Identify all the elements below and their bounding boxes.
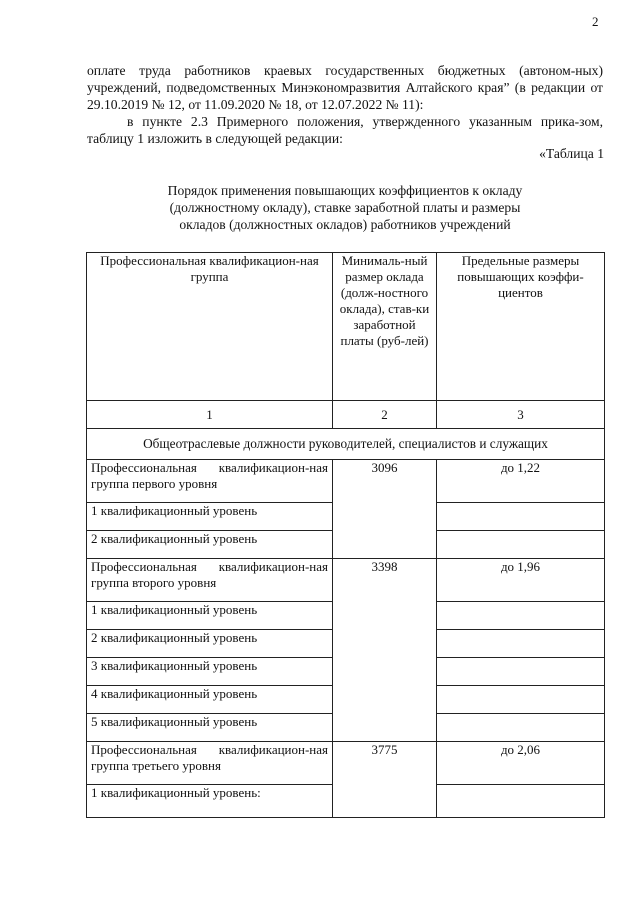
- table-title: [87, 182, 603, 233]
- group-3-salary: 3775: [333, 742, 437, 818]
- empty-cell: [437, 658, 605, 686]
- group-2-salary: 3398: [333, 559, 437, 742]
- header-coefficients: Предельные размеры повышающих коэффи-циентов: [437, 253, 605, 401]
- empty-cell: [437, 503, 605, 531]
- table-title-line-3: окладов (должностных окладов) работников учреждений: [179, 217, 511, 232]
- empty-cell: [437, 630, 605, 658]
- group-3-level-1: 1 квалификационный уровень:: [87, 785, 333, 818]
- intro-text-continuation: оплате труда работников краевых государственных бюджетных (автоном-ных) учреждений, подведомственных Минэкономразвития Алтайского края” (в редакции от 29.10.2019 № 12, от 11.09.2020 № 18, от 12.07.2022 № 11):: [87, 63, 603, 112]
- group-2-level-2: 2 квалификационный уровень: [87, 630, 333, 658]
- group-1-level-1: 1 квалификационный уровень: [87, 503, 333, 531]
- group-1-level-2: 2 квалификационный уровень: [87, 531, 333, 559]
- empty-cell: [437, 686, 605, 714]
- group-1-coefficient: до 1,22: [437, 460, 605, 503]
- section-title: Общеотраслевые должности руководителей, специалистов и служащих: [87, 429, 605, 460]
- empty-cell: [437, 531, 605, 559]
- table-title-line-1: Порядок применения повышающих коэффициентов к окладу: [167, 183, 523, 198]
- header-minimum-salary: Минималь-ный размер оклада (долж-ностного оклада), став-ки заработной платы (руб-лей): [333, 253, 437, 401]
- group-2-coefficient: до 1,96: [437, 559, 605, 602]
- table-reference: «Таблица 1: [539, 146, 604, 161]
- column-number-3: 3: [437, 401, 605, 429]
- header-qualification-group: Профессиональная квалификацион-ная группа: [87, 253, 333, 401]
- table-title-line-2: (должностному окладу), ставке заработной платы и размеры: [169, 200, 521, 215]
- group-2-level-5: 5 квалификационный уровень: [87, 714, 333, 742]
- table-row-group-1: [87, 460, 605, 503]
- intro-text-amendment: в пункте 2.3 Примерного положения, утвержденного указанным прика-зом, таблицу 1 изложить в следующей редакции:: [87, 114, 603, 146]
- table-row-group-2: [87, 559, 605, 602]
- empty-cell: [437, 602, 605, 630]
- table-header-row: [87, 253, 605, 401]
- section-row: [87, 429, 605, 460]
- column-number-2: 2: [333, 401, 437, 429]
- intro-paragraph: [87, 62, 603, 147]
- group-2-name: Профессиональная квалификацион-ная группа второго уровня: [87, 559, 333, 602]
- group-2-level-3: 3 квалификационный уровень: [87, 658, 333, 686]
- group-3-coefficient: до 2,06: [437, 742, 605, 785]
- group-2-level-4: 4 квалификационный уровень: [87, 686, 333, 714]
- empty-cell: [437, 714, 605, 742]
- empty-cell: [437, 785, 605, 818]
- coefficients-table: [86, 252, 605, 818]
- page-number: 2: [592, 14, 599, 29]
- group-1-salary: 3096: [333, 460, 437, 559]
- group-2-level-1: 1 квалификационный уровень: [87, 602, 333, 630]
- group-1-name: Профессиональная квалификацион-ная группа первого уровня: [87, 460, 333, 503]
- group-3-name: Профессиональная квалификацион-ная группа третьего уровня: [87, 742, 333, 785]
- column-number-row: [87, 401, 605, 429]
- table-row-group-3: [87, 742, 605, 785]
- column-number-1: 1: [87, 401, 333, 429]
